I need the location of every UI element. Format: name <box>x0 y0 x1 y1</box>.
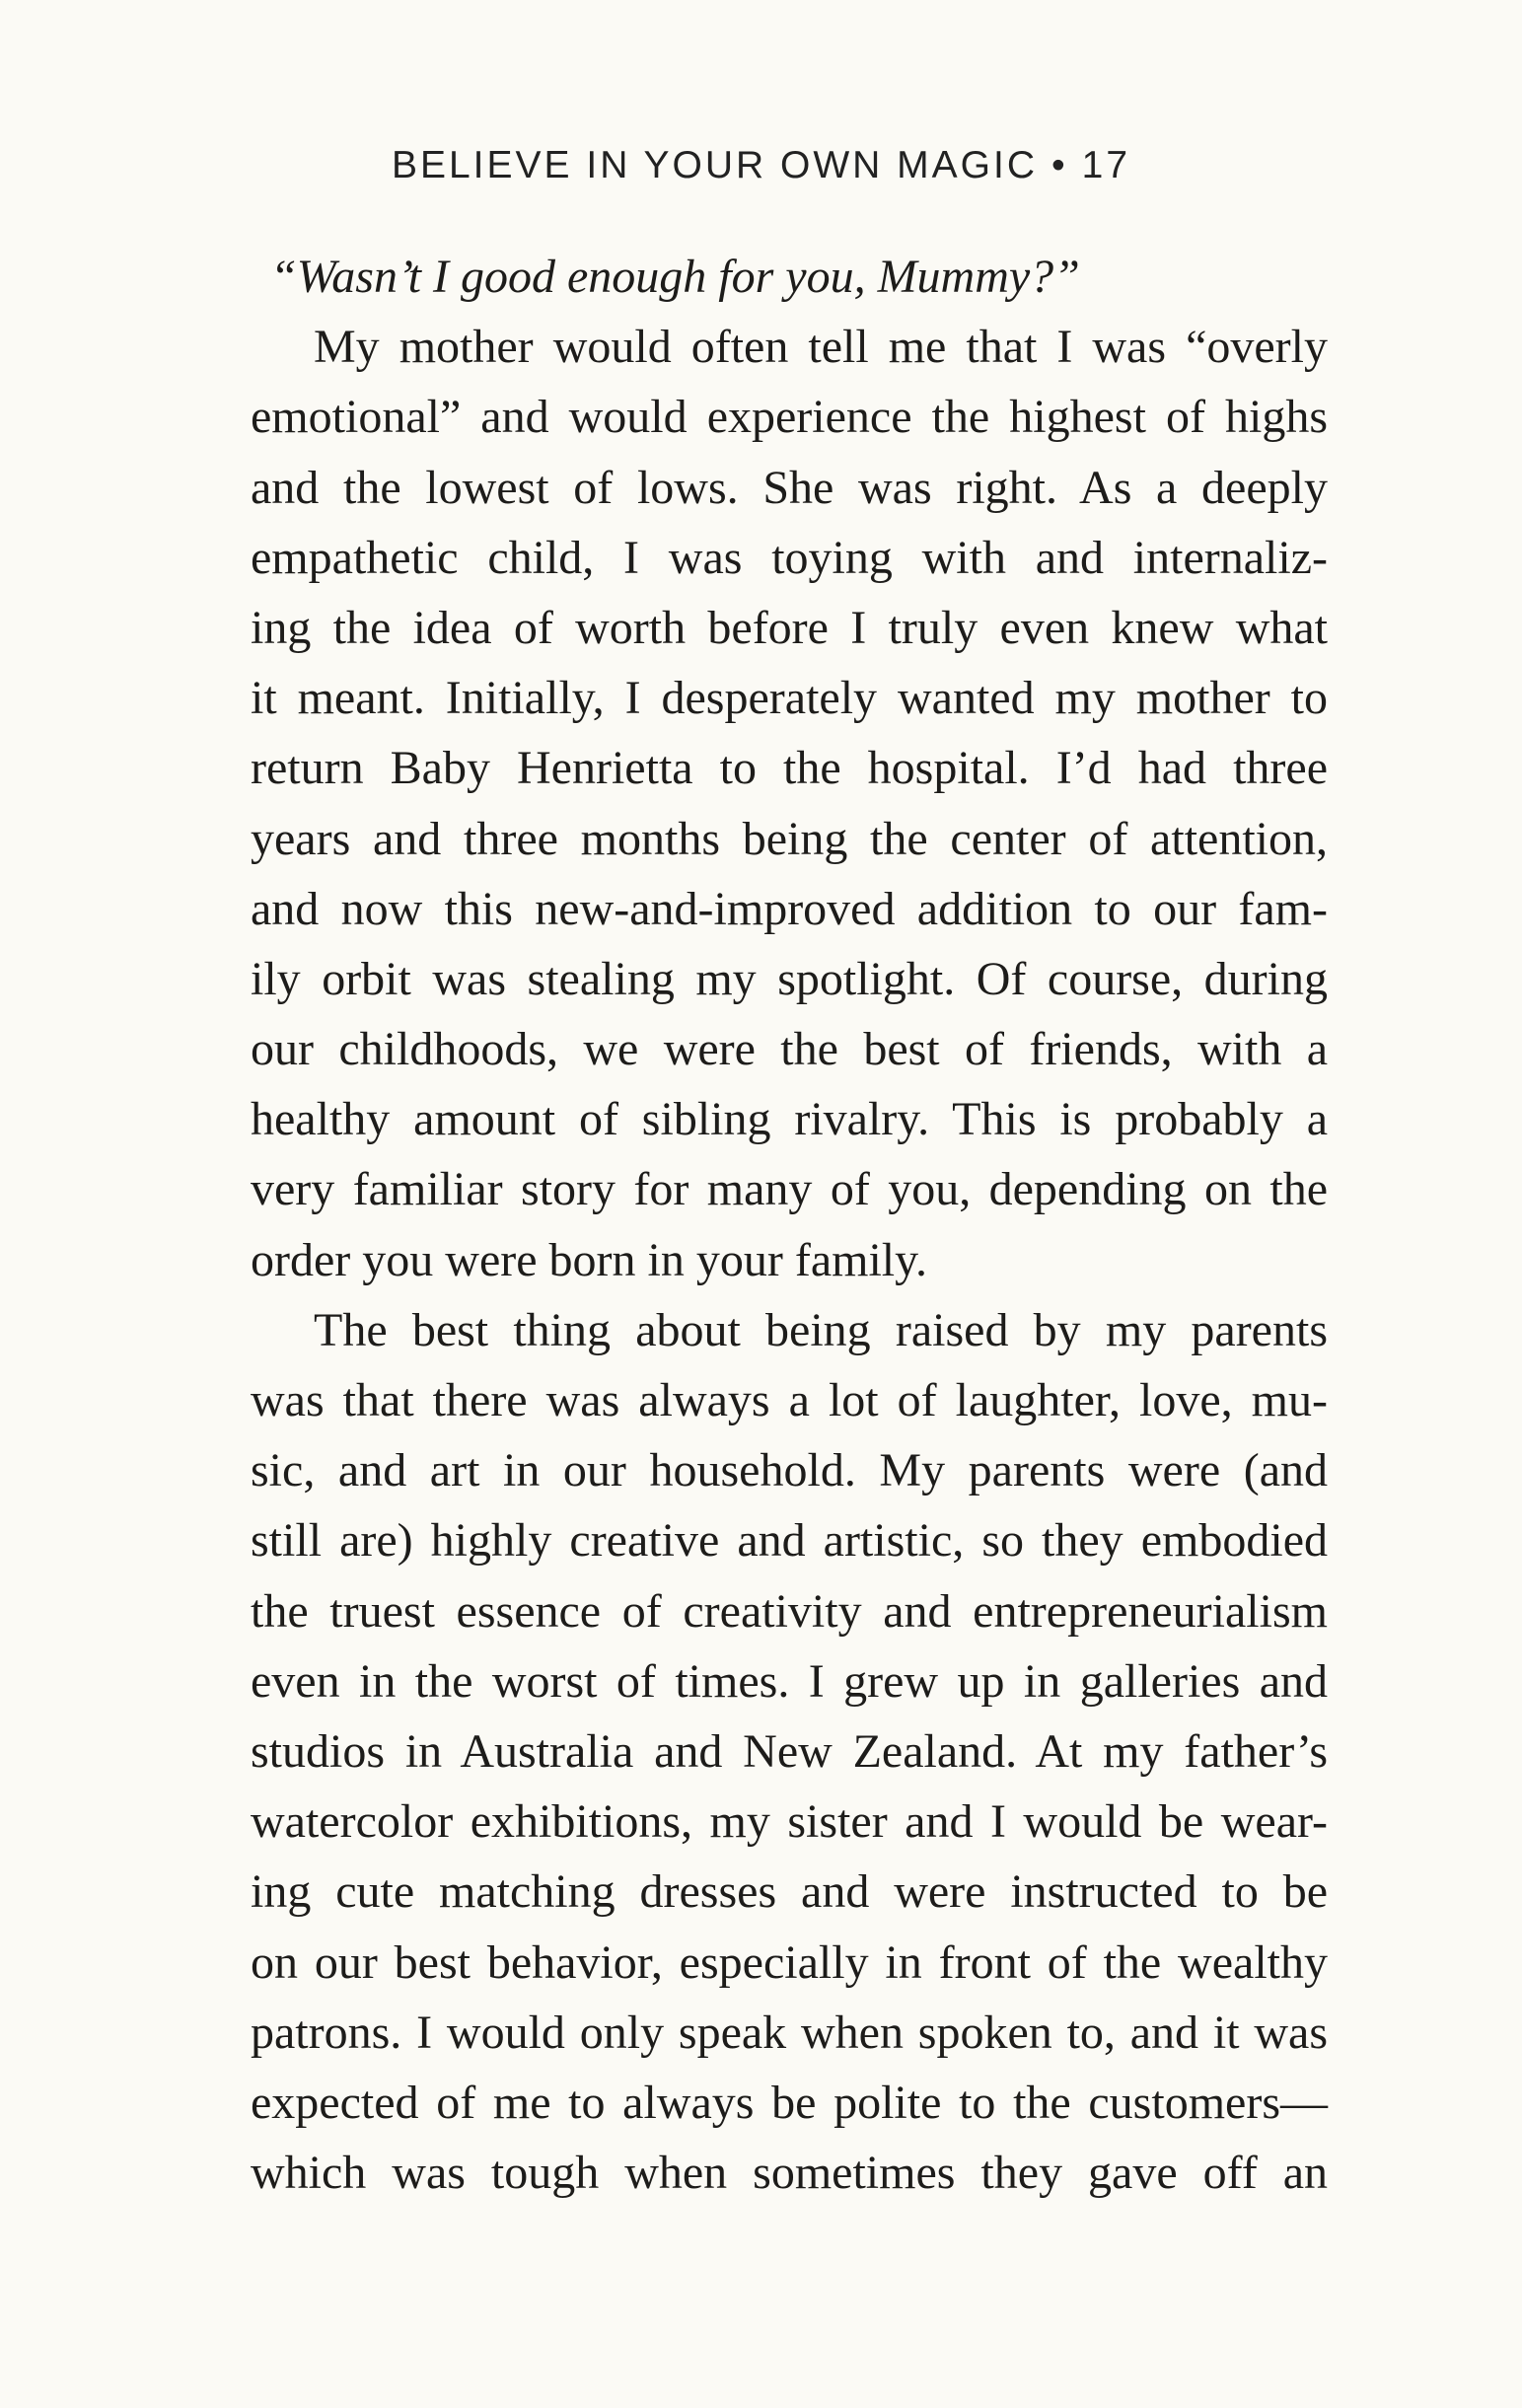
text-line: even in the worst of times. I grew up in galleries and <box>251 1654 1328 1708</box>
text-line: our childhoods, we were the best of friends, with a <box>251 1023 1328 1076</box>
running-head <box>0 144 1522 187</box>
text-line: patrons. I would only speak when spoken to, and it was <box>251 2006 1328 2059</box>
text-line: still are) highly creative and artistic, so they embodied <box>251 1514 1328 1568</box>
text-line: emotional” and would experience the highest of highs <box>251 391 1328 444</box>
text-line: studios in Australia and New Zealand. At my father’s <box>251 1724 1328 1778</box>
text-line: years and three months being the center of attention, <box>251 812 1328 865</box>
text-line: ily orbit was stealing my spotlight. Of course, during <box>251 952 1328 1005</box>
text-line: was that there was always a lot of laughter, love, mu- <box>251 1374 1328 1426</box>
text-line: on our best behavior, especially in front of the wealthy <box>251 1935 1328 1989</box>
running-head-title: BELIEVE IN YOUR OWN MAGIC <box>391 144 1038 186</box>
text-line: My mother would often tell me that I was “overly <box>314 321 1328 374</box>
text-line: it meant. Initially, I desperately wanted my mother to <box>251 672 1328 725</box>
text-line: sic, and art in our household. My parents were (and <box>251 1444 1328 1497</box>
page-number: 17 <box>1081 144 1131 186</box>
text-line: watercolor exhibitions, my sister and I would be wear- <box>251 1795 1328 1849</box>
text-line: and now this new-and-improved addition to our fam- <box>251 882 1328 935</box>
text-line: very familiar story for many of you, depending on the <box>251 1163 1328 1216</box>
paragraph-1 <box>251 312 1328 1295</box>
text-line: and the lowest of lows. She was right. As a deeply <box>251 461 1328 514</box>
text-line: return Baby Henrietta to the hospital. I’d had three <box>251 742 1328 795</box>
text-line: healthy amount of sibling rivalry. This is probably a <box>251 1093 1328 1146</box>
text-line: The best thing about being raised by my parents <box>314 1303 1328 1356</box>
epigraph-quote: “Wasn’t I good enough for you, Mummy?” <box>270 251 1080 303</box>
text-line: the truest essence of creativity and entrepreneurialism <box>251 1584 1328 1638</box>
paragraph-2 <box>251 1295 1328 2208</box>
running-head-separator: • <box>1051 144 1068 186</box>
text-line: order you were born in your family. <box>251 1233 928 1286</box>
text-line: empathetic child, I was toying with and internaliz- <box>251 531 1328 584</box>
text-line: which was tough when sometimes they gave off an <box>251 2147 1328 2200</box>
text-line: expected of me to always be polite to the customers— <box>251 2076 1328 2129</box>
text-line: ing cute matching dresses and were instructed to be <box>251 1865 1328 1919</box>
body-text <box>251 242 1328 2208</box>
text-line: ing the idea of worth before I truly even knew what <box>251 601 1328 654</box>
